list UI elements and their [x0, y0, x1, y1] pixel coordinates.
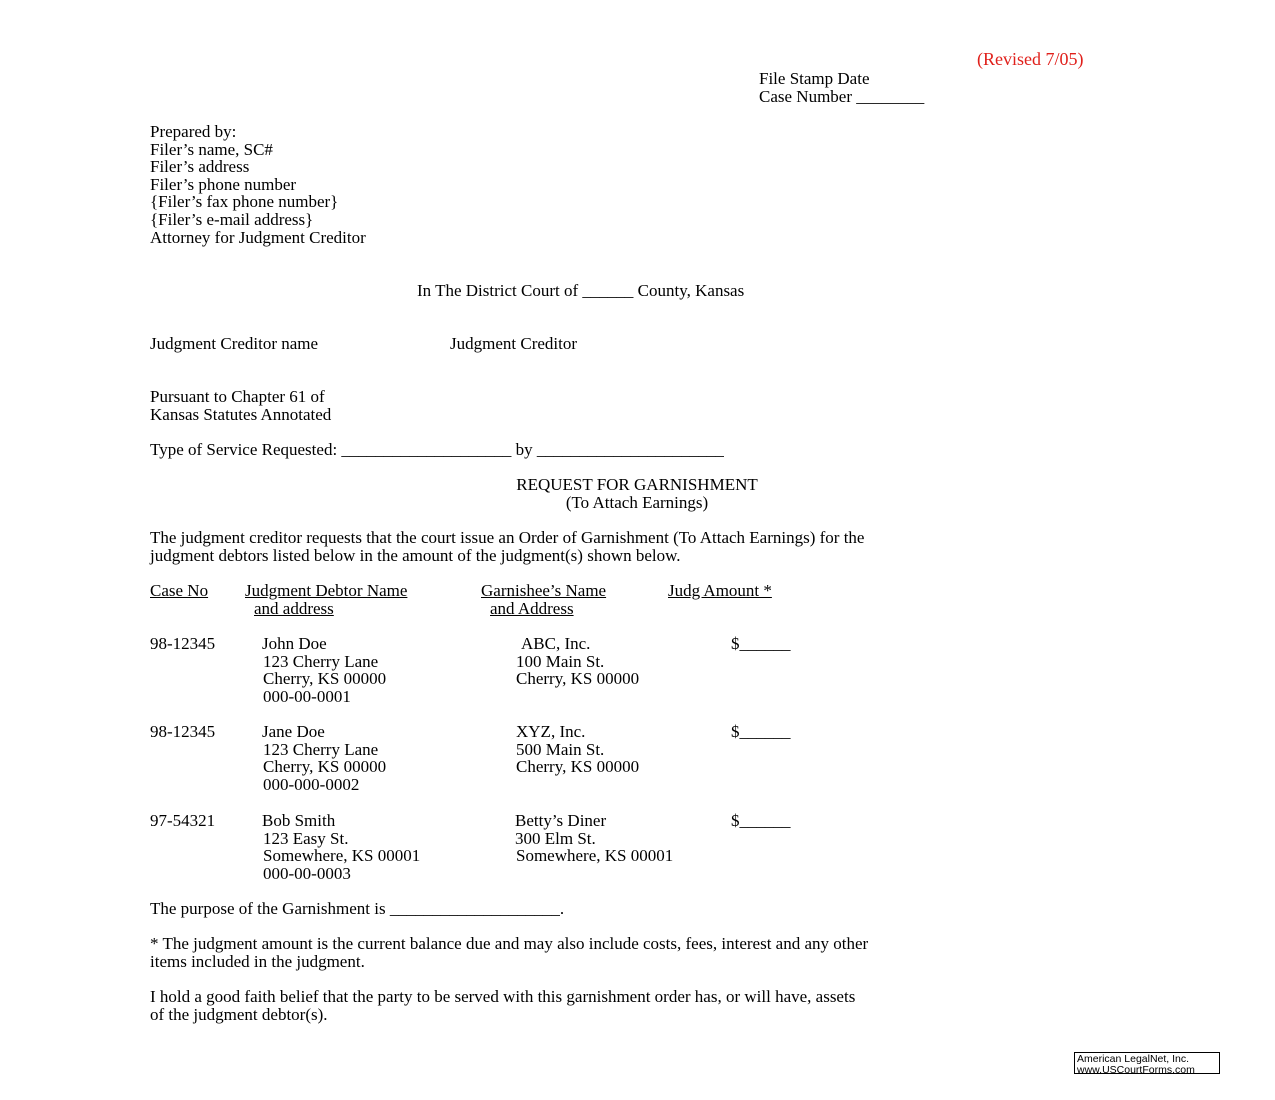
row-amount: $______ — [731, 722, 791, 741]
footnote-line: * The judgment amount is the current balance due and may also include costs, fees, interest and any other — [150, 934, 869, 953]
row-garnishee — [516, 723, 639, 776]
belief-line: of the judgment debtor(s). — [150, 1004, 328, 1024]
debtor-line: 123 Cherry Lane — [263, 651, 379, 671]
preparer-line: Filer’s address — [150, 157, 250, 177]
file-stamp-date: File Stamp Date — [759, 69, 870, 88]
good-faith-statement — [150, 988, 855, 1023]
row-debtor — [262, 635, 386, 705]
debtor-line: Cherry, KS 00000 — [263, 669, 387, 689]
row-case-no: 97-54321 — [150, 811, 216, 830]
garnishee-line: ABC, Inc. — [521, 634, 591, 653]
row-debtor — [262, 812, 420, 882]
debtor-line: 000-00-0003 — [263, 863, 351, 883]
debtor-line: John Doe — [262, 634, 327, 653]
preparer-line: Filer’s name, SC# — [150, 139, 273, 159]
garnishee-line: 500 Main St. — [516, 739, 605, 759]
footnote-line: items included in the judgment. — [150, 951, 365, 971]
row-case-no: 98-12345 — [150, 634, 216, 653]
header-debtor-sub: and address — [254, 599, 334, 618]
debtor-line: 000-00-0001 — [263, 686, 351, 706]
preparer-line: Attorney for Judgment Creditor — [150, 227, 366, 247]
publisher-url: www.USCourtForms.com — [1077, 1063, 1195, 1076]
publisher-footer — [1074, 1052, 1220, 1074]
court-heading: In The District Court of ______ County, Kansas — [417, 281, 745, 300]
debtor-line: Jane Doe — [262, 722, 325, 741]
garnishee-line: XYZ, Inc. — [516, 722, 586, 741]
row-garnishee — [515, 812, 673, 865]
row-debtor — [262, 723, 386, 793]
debtor-line: 000-000-0002 — [263, 774, 360, 794]
preparer-line: Prepared by: — [150, 122, 237, 141]
header-debtor: Judgment Debtor Name — [245, 581, 408, 600]
belief-line: I hold a good faith belief that the party to be served with this garnishment order has, or will have, assets — [150, 987, 856, 1006]
preparer-line: {Filer’s fax phone number} — [150, 192, 339, 212]
debtor-line: Cherry, KS 00000 — [263, 757, 387, 777]
preparer-block — [150, 123, 366, 246]
garnishee-line: Somewhere, KS 00001 — [516, 846, 674, 866]
case-number: Case Number ________ — [759, 87, 925, 106]
form-subtitle: (To Attach Earnings) — [565, 493, 709, 512]
amount-footnote — [150, 935, 868, 970]
publisher-name: American LegalNet, Inc. — [1077, 1053, 1190, 1065]
pursuant-line: Pursuant to Chapter 61 of — [150, 387, 325, 406]
garnishee-line: 100 Main St. — [516, 651, 605, 671]
preparer-line: Filer’s phone number — [150, 174, 297, 194]
revised-note: (Revised 7/05) — [977, 49, 1084, 69]
creditor-name: Judgment Creditor name — [150, 334, 319, 353]
header-case-no: Case No — [150, 581, 209, 600]
debtor-line: 123 Easy St. — [263, 828, 349, 848]
pursuant-line: Kansas Statutes Annotated — [150, 404, 332, 424]
preparer-line: {Filer’s e-mail address} — [150, 209, 314, 229]
row-amount: $______ — [731, 634, 791, 653]
header-garnishee: Garnishee’s Name — [481, 581, 607, 600]
creditor-label: Judgment Creditor — [450, 334, 578, 353]
form-title: REQUEST FOR GARNISHMENT — [516, 475, 758, 494]
row-case-no: 98-12345 — [150, 722, 216, 741]
debtor-line: 123 Cherry Lane — [263, 739, 379, 759]
row-amount: $______ — [731, 811, 791, 830]
header-garnishee-sub: and Address — [490, 599, 574, 618]
garnishee-line: Cherry, KS 00000 — [516, 669, 640, 689]
garnishee-line: Betty’s Diner — [515, 811, 607, 830]
intro-paragraph — [150, 529, 864, 564]
pursuant-block — [150, 388, 331, 423]
debtor-line: Bob Smith — [262, 811, 336, 830]
row-garnishee — [516, 635, 639, 688]
garnishee-line: Cherry, KS 00000 — [516, 757, 640, 777]
intro-line: The judgment creditor requests that the court issue an Order of Garnishment (To Attach Earnings) for the — [150, 528, 865, 547]
purpose-line: The purpose of the Garnishment is ____________________. — [150, 899, 565, 918]
garnishee-line: 300 Elm St. — [515, 828, 596, 848]
service-requested: Type of Service Requested: ____________________ by ______________________ — [150, 440, 724, 459]
intro-line: judgment debtors listed below in the amount of the judgment(s) shown below. — [150, 545, 681, 565]
header-amount: Judg Amount * — [668, 581, 772, 600]
debtor-line: Somewhere, KS 00001 — [263, 846, 421, 866]
